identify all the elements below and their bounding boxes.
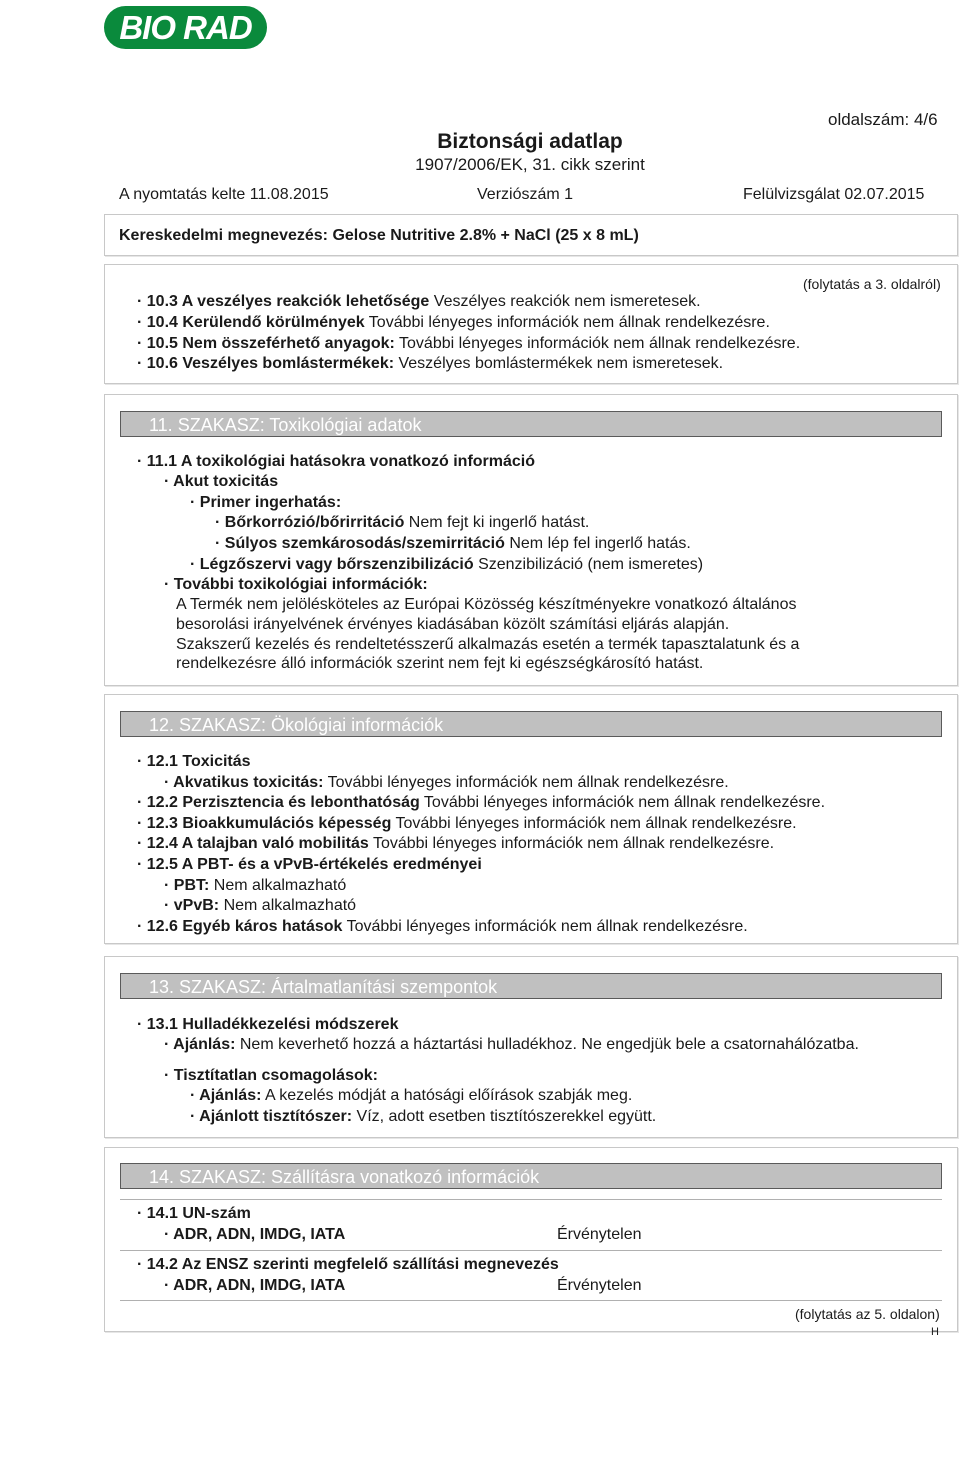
document-subtitle: 1907/2006/EK, 31. cikk szerint [415,155,645,174]
s13-packaging: · Tisztítatlan csomagolások: [164,1067,378,1084]
section-13-title: 13. SZAKASZ: Ártalmatlanítási szempontok [120,973,942,999]
s11-p1: A Termék nem jelölésköteles az Európai Közösség készítményekre vonatkozó általános [176,596,797,613]
s10-3: · 10.3 A veszélyes reakciók lehetősége Veszélyes reakciók nem ismeretesek. [137,293,701,310]
continued-to: (folytatás az 5. oldalon) [795,1306,940,1322]
s11-sens: · Légzőszervi vagy bőrszenzibilizáció Szenzibilizáció (nem ismeretes) [190,556,704,573]
s11-1: · 11.1 A toxikológiai hatásokra vonatkozó információ [137,453,536,470]
s13-recommendation: · Ajánlás: Nem keverhető hozzá a háztartási hulladékhoz. Ne engedjük bele a csatornahálózatba. [164,1036,859,1053]
section-11-title: 11. SZAKASZ: Toxikológiai adatok [120,411,942,437]
s11-further: · További toxikológiai információk: [164,576,428,593]
s12-2: · 12.2 Perzisztencia és lebonthatóság További lényeges információk nem állnak rendelkezésre. [137,794,826,811]
s12-4: · 12.4 A talajban való mobilitás További lényeges információk nem állnak rendelkezésre. [137,835,775,852]
s12-5: · 12.5 A PBT- és a vPvB-értékelés eredményei [137,856,482,873]
version: Verziószám 1 [477,186,574,203]
document-title: Biztonsági adatlap [437,130,623,153]
bio-rad-logo [104,6,267,49]
s12-vpvb: · vPvB: Nem alkalmazható [164,897,357,914]
s12-6: · 12.6 Egyéb káros hatások További lényeges információk nem állnak rendelkezésre. [137,918,748,935]
section-12-title: 12. SZAKASZ: Ökológiai információk [120,711,942,737]
s12-aquatic: · Akvatikus toxicitás: További lényeges információk nem állnak rendelkezésre. [164,774,729,791]
s13-1: · 13.1 Hulladékkezelési módszerek [137,1016,399,1033]
s14-1-modes: · ADR, ADN, IMDG, IATA [164,1226,346,1243]
s11-acute: · Akut toxicitás [164,473,279,490]
s11-p2: besorolási irányelvének érvényes kiadásában közölt számítási eljárás alapján. [176,616,730,633]
section-14-title: 14. SZAKASZ: Szállításra vonatkozó információk [120,1163,942,1189]
footer-mark: H [931,1326,939,1338]
s11-p3: Szakszerű kezelés és rendeltetésszerű alkalmazás esetén a termék tapasztalatunk és a [176,636,800,653]
continued-from: (folytatás a 3. oldalról) [803,276,941,292]
s14-1-value: Érvénytelen [557,1226,642,1243]
s14-2-modes: · ADR, ADN, IMDG, IATA [164,1277,346,1294]
logo-text: BIO RAD [119,8,252,46]
s11-p4: rendelkezésre álló információk szerint nem fejt ki egészségkárosító hatást. [176,655,704,672]
print-date: A nyomtatás kelte 11.08.2015 [119,186,329,203]
trade-name: Kereskedelmi megnevezés: Gelose Nutritive 2.8% + NaCl (25 x 8 mL) [119,227,639,244]
divider [120,1300,942,1301]
revision-date: Felülvizsgálat 02.07.2015 [743,186,925,203]
s14-2: · 14.2 Az ENSZ szerinti megfelelő szállítási megnevezés [137,1256,559,1273]
s12-1: · 12.1 Toxicitás [137,753,251,770]
s11-skin: · Bőrkorrózió/bőrirritáció Nem fejt ki ingerlő hatást. [215,514,590,531]
s10-4: · 10.4 Kerülendő körülmények További lényeges információk nem állnak rendelkezésre. [137,314,770,331]
s12-3: · 12.3 Bioakkumulációs képesség További lényeges információk nem állnak rendelkezésre. [137,815,797,832]
s10-6: · 10.6 Veszélyes bomlástermékek: Veszélyes bomlástermékek nem ismeretesek. [137,355,724,372]
divider [120,1199,942,1200]
s12-pbt: · PBT: Nem alkalmazható [164,877,347,894]
s13-cleaning-agent: · Ajánlott tisztítószer: Víz, adott esetben tisztítószerekkel együtt. [190,1108,657,1125]
s13-pack-recommendation: · Ajánlás: A kezelés módját a hatósági előírások szabják meg. [190,1087,633,1104]
page-number: oldalszám: 4/6 [828,110,938,129]
s14-1: · 14.1 UN-szám [137,1205,251,1222]
s11-eye: · Súlyos szemkárosodás/szemirritáció Nem lép fel ingerlő hatás. [215,535,691,552]
s10-5: · 10.5 Nem összeférhető anyagok: További lényeges információk nem állnak rendelkezésre. [137,335,801,352]
s11-primary: · Primer ingerhatás: [190,494,342,511]
divider [120,1250,942,1251]
s14-2-value: Érvénytelen [557,1277,642,1294]
